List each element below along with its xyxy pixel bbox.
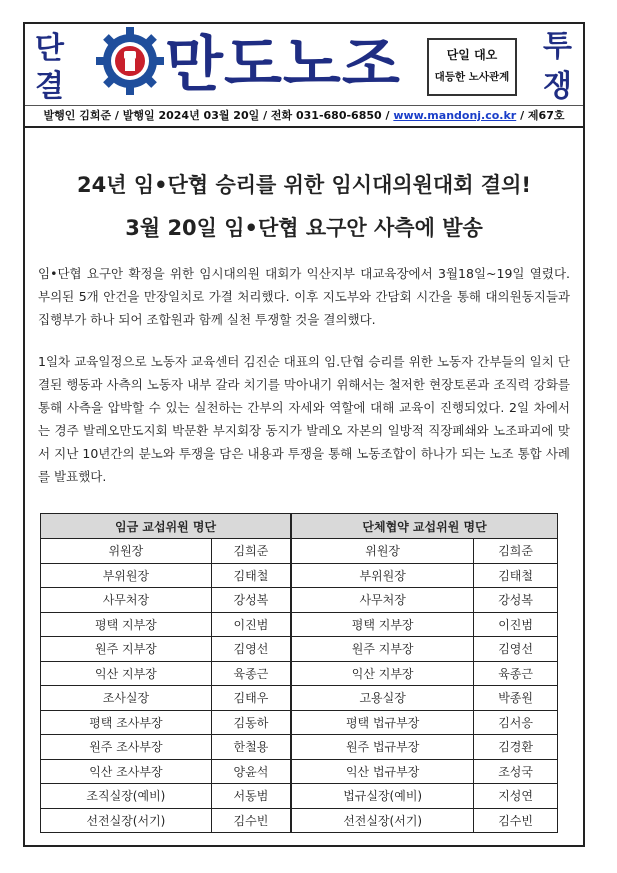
table-row bbox=[41, 563, 558, 588]
cba-name-cell: 강성복 bbox=[474, 588, 558, 613]
cba-role-cell: 고용실장 bbox=[291, 686, 474, 711]
cba-name-cell: 지성연 bbox=[474, 784, 558, 809]
table-row bbox=[41, 539, 558, 564]
table-row bbox=[41, 759, 558, 784]
cba-committee-header: 단체협약 교섭위원 명단 bbox=[291, 514, 557, 539]
wage-role-cell: 원주 지부장 bbox=[41, 637, 212, 662]
masthead-right-bottom: 쟁 bbox=[543, 69, 572, 104]
wage-role-cell: 선전실장(서기) bbox=[41, 808, 212, 833]
masthead-left-top: 단 bbox=[35, 31, 64, 66]
tagline-line-2: 대등한 노사관계 bbox=[434, 71, 510, 83]
tagline-box bbox=[427, 38, 517, 96]
cba-name-cell: 이진범 bbox=[474, 612, 558, 637]
masthead-title: 만도노조 bbox=[165, 30, 401, 100]
table-row bbox=[41, 710, 558, 735]
cba-role-cell: 원주 지부장 bbox=[291, 637, 474, 662]
website-link[interactable]: www.mandonj.co.kr bbox=[393, 109, 517, 122]
table-row bbox=[41, 686, 558, 711]
newsletter-page bbox=[23, 22, 585, 847]
issue-number: / 제67호 bbox=[516, 109, 565, 122]
wage-role-cell: 익산 지부장 bbox=[41, 661, 212, 686]
roster-body bbox=[41, 539, 558, 833]
wage-name-cell: 강성복 bbox=[211, 588, 291, 613]
wage-role-cell: 평택 조사부장 bbox=[41, 710, 212, 735]
masthead-right-top: 투 bbox=[543, 29, 572, 64]
table-row bbox=[41, 784, 558, 809]
cba-name-cell: 김서응 bbox=[474, 710, 558, 735]
publisher-info: 발행인 김희준 / 발행일 2024년 03월 20일 / 전화 031-680-6850 / bbox=[43, 109, 394, 122]
wage-name-cell: 김태철 bbox=[211, 563, 291, 588]
wage-name-cell: 양윤석 bbox=[211, 759, 291, 784]
headline-line-2: 3월 20일 임•단협 요구안 사측에 발송 bbox=[125, 216, 483, 240]
table-row bbox=[41, 808, 558, 833]
wage-role-cell: 익산 조사부장 bbox=[41, 759, 212, 784]
wage-committee-header: 임금 교섭위원 명단 bbox=[41, 514, 292, 539]
roster-header-row bbox=[41, 514, 558, 539]
cba-name-cell: 김수빈 bbox=[474, 808, 558, 833]
wage-role-cell: 조직실장(예비) bbox=[41, 784, 212, 809]
table-row bbox=[41, 612, 558, 637]
body-paragraph-1: 임•단협 요구안 확정을 위한 임시대의원 대회가 익산지부 대교육장에서 3월18일~19일 열렸다. 부의된 5개 안건을 만장일치로 가결 처리했다. 이후 지도부와 간담회 시간을 통해 대의원동지들과 집행부가 하나 되어 조합원과 함께 실천 투쟁할 것을 결의했다. bbox=[38, 266, 570, 327]
masthead bbox=[25, 24, 583, 126]
cba-role-cell: 평택 지부장 bbox=[291, 612, 474, 637]
table-row bbox=[41, 661, 558, 686]
wage-name-cell: 한철용 bbox=[211, 735, 291, 760]
wage-name-cell: 김영선 bbox=[211, 637, 291, 662]
wage-name-cell: 이진범 bbox=[211, 612, 291, 637]
cba-role-cell: 평택 법규부장 bbox=[291, 710, 474, 735]
wage-name-cell: 김희준 bbox=[211, 539, 291, 564]
masthead-left-bottom: 결 bbox=[35, 69, 64, 104]
wage-name-cell: 김태우 bbox=[211, 686, 291, 711]
cba-name-cell: 육종근 bbox=[474, 661, 558, 686]
wage-name-cell: 육종근 bbox=[211, 661, 291, 686]
wage-role-cell: 위원장 bbox=[41, 539, 212, 564]
cba-role-cell: 사무처장 bbox=[291, 588, 474, 613]
headline-line-1: 24년 임•단협 승리를 위한 임시대의원대회 결의! bbox=[77, 173, 531, 197]
wage-role-cell: 평택 지부장 bbox=[41, 612, 212, 637]
cba-name-cell: 박종원 bbox=[474, 686, 558, 711]
cba-role-cell: 익산 법규부장 bbox=[291, 759, 474, 784]
cba-name-cell: 김경환 bbox=[474, 735, 558, 760]
wage-role-cell: 조사실장 bbox=[41, 686, 212, 711]
cba-name-cell: 김태철 bbox=[474, 563, 558, 588]
wage-name-cell: 서동범 bbox=[211, 784, 291, 809]
cba-role-cell: 원주 법규부장 bbox=[291, 735, 474, 760]
publication-info-bar bbox=[25, 105, 583, 128]
cba-role-cell: 법규실장(예비) bbox=[291, 784, 474, 809]
tagline-line-1: 단일 대오 bbox=[446, 48, 498, 62]
cba-role-cell: 부위원장 bbox=[291, 563, 474, 588]
table-row bbox=[41, 588, 558, 613]
cba-role-cell: 선전실장(서기) bbox=[291, 808, 474, 833]
wage-role-cell: 부위원장 bbox=[41, 563, 212, 588]
wage-role-cell: 원주 조사부장 bbox=[41, 735, 212, 760]
cba-name-cell: 김희준 bbox=[474, 539, 558, 564]
table-row bbox=[41, 735, 558, 760]
cba-role-cell: 위원장 bbox=[291, 539, 474, 564]
wage-role-cell: 사무처장 bbox=[41, 588, 212, 613]
wage-name-cell: 김수빈 bbox=[211, 808, 291, 833]
cba-name-cell: 김영선 bbox=[474, 637, 558, 662]
cba-name-cell: 조성국 bbox=[474, 759, 558, 784]
table-row bbox=[41, 637, 558, 662]
body-paragraph-2: 1일차 교육일정으로 노동자 교육센터 김진순 대표의 임.단협 승리를 위한 노동자 간부들의 일치 단결된 행동과 사측의 노동자 내부 갈라 치기를 막아내기 위해서는 철저한 현장토론과 조직력 강화를 통해 사측을 압박할 수 있는 실천하는 간부의 자세와 역할에 대해 교육이 진행되었다. 2일 차에서는 경주 발레오만도지회 박문환 부지회장 동지가 발레오 자본의 일방적 직장폐쇄와 노조파괴에 맞서 지난 10년간의 분노와 투쟁을 담은 내용과 투쟁을 통해 노동조합이 하나가 되는 노조 통합 사례를 발표했다. bbox=[38, 354, 570, 484]
negotiator-roster-table bbox=[40, 513, 558, 833]
wage-name-cell: 김동하 bbox=[211, 710, 291, 735]
gear-fist-logo-icon bbox=[95, 26, 165, 96]
cba-role-cell: 익산 지부장 bbox=[291, 661, 474, 686]
